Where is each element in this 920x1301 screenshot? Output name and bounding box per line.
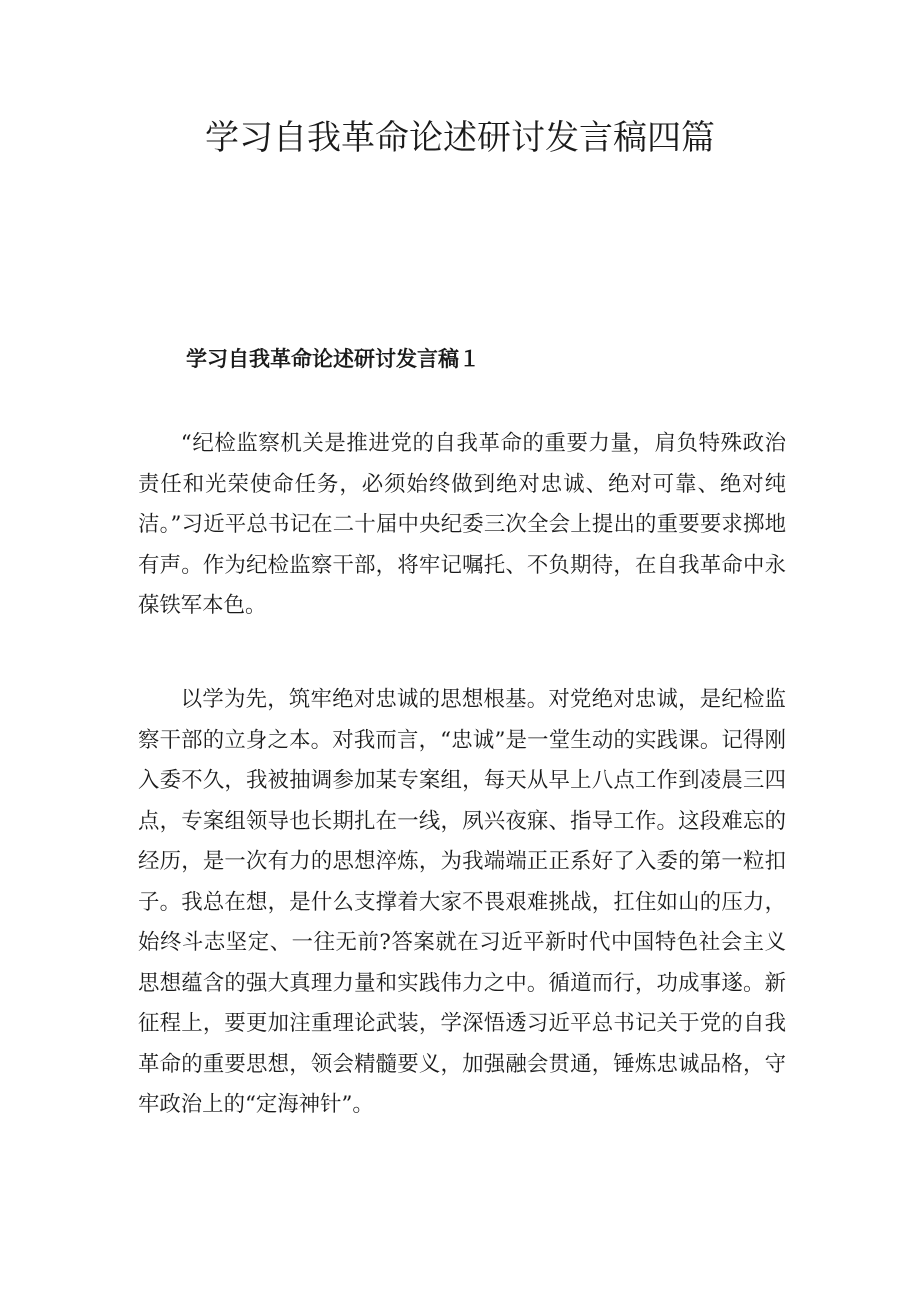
section-heading: 学习自我革命论述研讨发言稿１: [186, 346, 480, 371]
paragraph-1: “纪检监察机关是推进党的自我革命的重要力量，肩负特殊政治责任和光荣使命任务，必须始终做到绝对忠诚、绝对可靠、绝对纯洁。”习近平总书记在二十届中央纪委三次全会上提出的重要要求掷地有声。作为纪检监察干部，将牢记嘱托、不负期待，在自我革命中永葆铁军本色。: [138, 431, 786, 618]
paragraph-2: 以学为先，筑牢绝对忠诚的思想根基。对党绝对忠诚，是纪检监察干部的立身之本。对我而言，“忠诚”是一堂生动的实践课。记得刚入委不久，我被抽调参加某专案组，每天从早上八点工作到凌晨三四点，专案组领导也长期扎在一线，夙兴夜寐、指导工作。这段难忘的经历，是一次有力的思想淬炼，为我端端正正系好了入委的第一粒扣子。我总在想，是什么支撑着大家不畏艰难挑战，扛住如山的压力，始终斗志坚定、一往无前?答案就在习近平新时代中国特色社会主义思想蕴含的强大真理力量和实践伟力之中。循道而行，功成事遂。新征程上，要更加注重理论武装，学深悟透习近平总书记关于党的自我革命的重要思想，领会精髓要义，加强融会贯通，锤炼忠诚品格，守牢政治上的“定海神针”。: [138, 687, 786, 1117]
document-title: 学习自我革命论述研讨发言稿四篇: [205, 118, 715, 158]
